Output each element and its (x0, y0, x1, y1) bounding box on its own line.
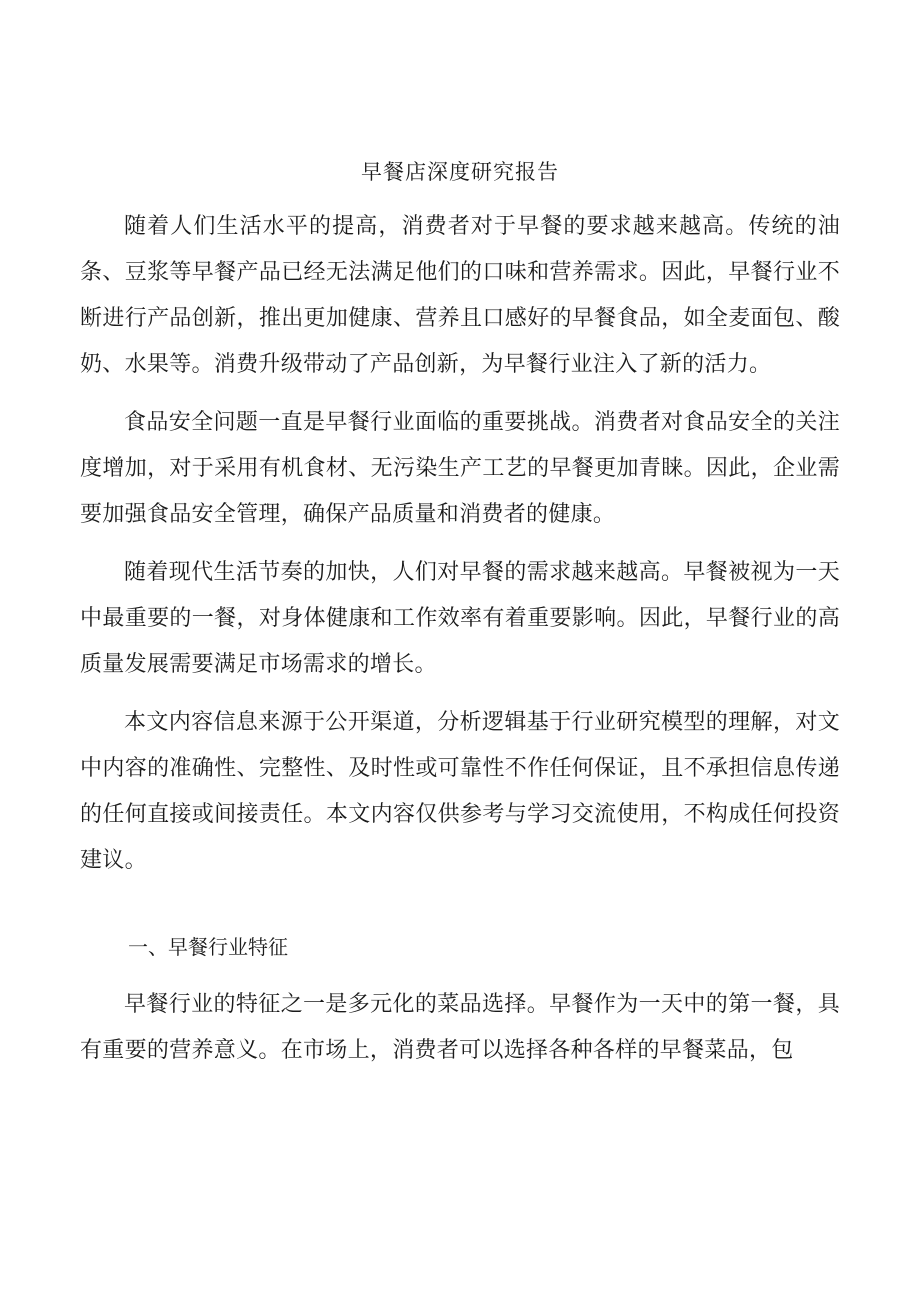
paragraph-food-safety: 食品安全问题一直是早餐行业面临的重要挑战。消费者对食品安全的关注度增加，对于采用有机食材、无污染生产工艺的早餐更加青睐。因此，企业需要加强食品安全管理，确保产品质量和消费者的健康。 (80, 410, 840, 527)
paragraph-disclaimer: 本文内容信息来源于公开渠道，分析逻辑基于行业研究模型的理解，对文中内容的准确性、完整性、及时性或可靠性不作任何保证，且不承担信息传递的任何直接或间接责任。本文内容仅供参考与学习交流使用，不构成任何投资建议。 (80, 710, 840, 873)
document-title: 早餐店深度研究报告 (361, 160, 559, 184)
paragraph-market-demand: 随着现代生活节奏的加快，人们对早餐的需求越来越高。早餐被视为一天中最重要的一餐，对身体健康和工作效率有着重要影响。因此，早餐行业的高质量发展需要满足市场需求的增长。 (80, 560, 840, 677)
paragraph-diverse-menu: 早餐行业的特征之一是多元化的菜品选择。早餐作为一天中的第一餐，具有重要的营养意义。在市场上，消费者可以选择各种各样的早餐菜品，包 (80, 992, 840, 1063)
section-heading-industry-features: 一、早餐行业特征 (128, 935, 288, 959)
paragraph-consumption-upgrade: 随着人们生活水平的提高，消费者对于早餐的要求越来越高。传统的油条、豆浆等早餐产品已经无法满足他们的口味和营养需求。因此，早餐行业不断进行产品创新，推出更加健康、营养且口感好的早餐食品，如全麦面包、酸奶、水果等。消费升级带动了产品创新，为早餐行业注入了新的活力。 (80, 214, 840, 377)
